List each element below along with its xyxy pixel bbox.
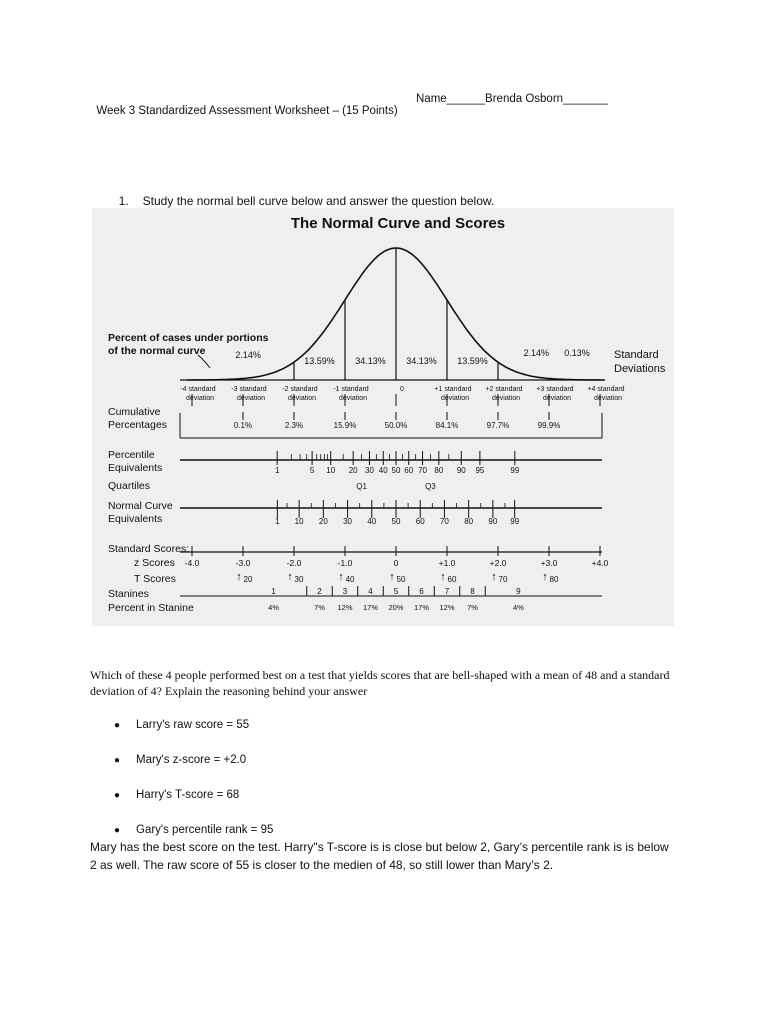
portion-percent: 13.59% xyxy=(457,356,488,366)
t-value: 60 xyxy=(447,575,457,584)
sd-label: +2 standard xyxy=(485,386,523,393)
nce-value: 30 xyxy=(343,517,353,526)
student-name: Name______Brenda Osborn_______ xyxy=(416,93,608,105)
quartile-label: Q3 xyxy=(425,482,436,491)
percent-in-stanine-label: Percent in Stanine xyxy=(108,602,194,614)
nce-value: 70 xyxy=(439,517,449,526)
stanine-percent: 20% xyxy=(388,603,404,612)
percent-cases-label: Percent of cases under portions xyxy=(108,332,269,344)
nce-value: 99 xyxy=(510,517,520,526)
worksheet-header xyxy=(90,93,608,129)
sd-label: +4 standard xyxy=(587,386,625,393)
t-value: 30 xyxy=(294,575,304,584)
stanine-value: 7 xyxy=(444,587,450,596)
z-value: +1.0 xyxy=(438,558,456,568)
z-scores-label: z Scores xyxy=(134,557,175,569)
z-value: +2.0 xyxy=(489,558,507,568)
nce-value: 50 xyxy=(391,517,401,526)
t-arrow-icon: ↑ xyxy=(338,571,344,583)
nce-value: 80 xyxy=(464,517,474,526)
t-arrow-icon: ↑ xyxy=(542,571,548,583)
portion-percent: 13.59% xyxy=(304,356,335,366)
sd-label: +3 standard xyxy=(536,386,574,393)
sd-label: -2 standard xyxy=(282,386,318,393)
percentile-value: 30 xyxy=(365,466,374,475)
list-item xyxy=(114,824,273,836)
bullet-icon: ● xyxy=(114,790,121,801)
percentile-value: 40 xyxy=(378,466,388,475)
list-item-text: Gary's percentile rank = 95 xyxy=(136,824,274,836)
sd-label: -4 standard xyxy=(180,386,216,393)
stanine-value: 5 xyxy=(393,587,399,596)
list-item-text: Larry's raw score = 55 xyxy=(136,719,250,731)
t-arrow-icon: ↑ xyxy=(389,571,395,583)
cumulative-label-2: Percentages xyxy=(108,419,167,431)
nce-value: 1 xyxy=(275,517,280,526)
quartile-label: Q1 xyxy=(356,482,367,491)
sd-label: -3 standard xyxy=(231,386,267,393)
cumulative-value: 84.1% xyxy=(435,421,459,430)
portion-percent: 34.13% xyxy=(355,356,386,366)
cumulative-value: 99.9% xyxy=(537,421,561,430)
sd-label-sub: deviation xyxy=(593,395,623,402)
percentile-value: 95 xyxy=(475,466,485,475)
sd-label-sub: deviation xyxy=(440,395,470,402)
percentile-label: Percentile xyxy=(108,449,155,461)
question-number: 1. xyxy=(118,194,129,208)
sd-label: 0 xyxy=(400,386,404,393)
sd-label-sub: deviation xyxy=(491,395,521,402)
stanine-percent: 4% xyxy=(268,603,280,612)
t-value: 40 xyxy=(345,575,355,584)
percentile-label-2: Equivalents xyxy=(108,462,163,474)
sd-label-sub: deviation xyxy=(338,395,368,402)
nce-value: 60 xyxy=(415,517,425,526)
cumulative-value: 97.7% xyxy=(486,421,510,430)
sd-divider-lines xyxy=(243,248,549,380)
t-arrow-icon: ↑ xyxy=(287,571,293,583)
z-value: +3.0 xyxy=(540,558,558,568)
list-item xyxy=(114,754,246,766)
sd-label-sub: deviation xyxy=(287,395,317,402)
t-arrow-icon: ↑ xyxy=(236,571,242,583)
nce-value: 90 xyxy=(488,517,498,526)
stanine-percent: 7% xyxy=(467,603,478,612)
bullet-icon: ● xyxy=(114,755,121,766)
t-value: 80 xyxy=(549,575,559,584)
question-2-text: Which of these 4 people performed best on a test that yields scores that are bell-shaped with a mean of 48 and a standard deviation of 4? Explain the reasoning behind your answer xyxy=(90,668,670,698)
t-arrow-icon: ↑ xyxy=(491,571,497,583)
t-value: 70 xyxy=(498,575,508,584)
z-value: 0 xyxy=(393,558,399,568)
percentile-value: 20 xyxy=(348,466,358,475)
stanine-value: 3 xyxy=(342,587,348,596)
nce-value: 10 xyxy=(294,517,304,526)
student-answer: Mary has the best score on the test. Harry"s T-score is is close but below 2, Gary’s percentile rank is is below 2 as well. The raw score of 55 is closer to the medien of 48, so still lower than Mary’s 2. xyxy=(90,840,669,872)
stanine-percent: 17% xyxy=(362,603,379,612)
percentile-value: 10 xyxy=(326,466,336,475)
portion-percent: 2.14% xyxy=(523,348,550,358)
stanine-value: 4 xyxy=(368,587,373,596)
cumulative-value: 15.9% xyxy=(333,421,357,430)
cumulative-value: 0.1% xyxy=(233,421,253,430)
list-item-text: Harry's T-score = 68 xyxy=(136,789,240,801)
percentile-value: 60 xyxy=(404,466,414,475)
stanine-percent: 12% xyxy=(337,603,353,612)
t-arrow-icon: ↑ xyxy=(440,571,446,583)
percentile-value: 80 xyxy=(434,466,444,475)
percentile-value: 50 xyxy=(391,466,401,475)
cumulative-label: Cumulative xyxy=(108,406,161,418)
stanine-percent: 12% xyxy=(439,603,455,612)
sd-label: -1 standard xyxy=(333,386,369,393)
stanine-percent: 7% xyxy=(314,603,325,612)
stanine-percent: 17% xyxy=(413,603,430,612)
quartiles-label: Quartiles xyxy=(108,480,151,492)
stanines-label: Stanines xyxy=(108,588,149,600)
sd-label-sub: deviation xyxy=(185,395,215,402)
question-1-text: Study the normal bell curve below and answer the question below. xyxy=(142,194,495,208)
portion-percent: 34.13% xyxy=(406,356,437,366)
list-item xyxy=(114,789,239,801)
stanine-value: 8 xyxy=(470,587,475,596)
std-dev-label: Standard xyxy=(614,349,659,361)
z-value: -4.0 xyxy=(184,558,200,568)
cumulative-value: 50.0% xyxy=(384,421,408,430)
bullet-icon: ● xyxy=(114,825,121,836)
nce-value: 20 xyxy=(318,517,328,526)
normal-curve-figure xyxy=(92,208,674,626)
portion-percent: 0.13% xyxy=(564,348,590,358)
stanine-percent: 4% xyxy=(512,603,524,612)
nce-value: 40 xyxy=(367,517,377,526)
sd-label-sub: deviation xyxy=(542,395,572,402)
z-value: -1.0 xyxy=(337,558,353,568)
stanine-value: 1 xyxy=(271,587,276,596)
bullet-icon: ● xyxy=(114,720,121,731)
percentile-value: 1 xyxy=(274,466,280,475)
z-value: -3.0 xyxy=(235,558,251,568)
t-value: 50 xyxy=(396,575,406,584)
figure-title: The Normal Curve and Scores xyxy=(290,215,506,232)
percentile-value: 90 xyxy=(456,466,466,475)
sd-label: +1 standard xyxy=(434,386,472,393)
portion-percent: 2.14% xyxy=(235,350,261,360)
standard-scores-label: Standard Scores: xyxy=(108,543,190,555)
percent-cases-label-2: of the normal curve xyxy=(108,345,206,357)
t-scores-label: T Scores xyxy=(134,573,176,585)
question-1 xyxy=(112,180,494,208)
stanine-value: 2 xyxy=(317,587,322,596)
z-value: +4.0 xyxy=(591,558,609,568)
list-item xyxy=(114,719,249,731)
list-item-text: Mary's z-score = +2.0 xyxy=(136,754,247,766)
percentile-value: 5 xyxy=(309,466,315,475)
nce-label: Normal Curve xyxy=(108,500,173,512)
nce-label-2: Equivalents xyxy=(108,513,163,525)
percentile-value: 99 xyxy=(510,466,520,475)
sd-label-sub: deviation xyxy=(236,395,266,402)
z-value: -2.0 xyxy=(286,558,302,568)
t-value: 20 xyxy=(243,575,253,584)
percentile-value: 70 xyxy=(418,466,427,475)
worksheet-title: Week 3 Standardized Assessment Worksheet – (15 Points) xyxy=(96,105,398,117)
stanine-value: 9 xyxy=(516,587,521,596)
stanine-value: 6 xyxy=(419,587,424,596)
std-dev-label-2: Deviations xyxy=(614,363,666,375)
cumulative-value: 2.3% xyxy=(284,421,304,430)
